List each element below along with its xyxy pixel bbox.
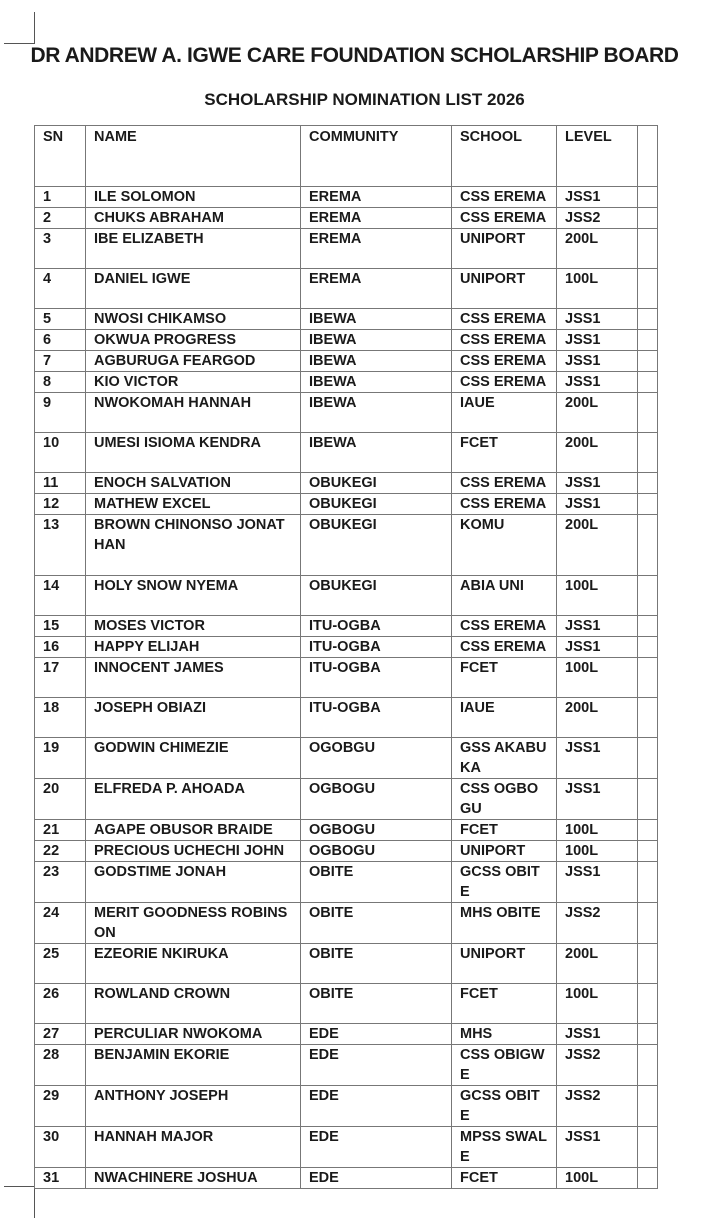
table-row (35, 576, 658, 616)
cell-school: UNIPORT (452, 229, 557, 269)
cell-school: FCET (452, 433, 557, 473)
cell-sn: 14 (35, 576, 86, 616)
cell-sn: 7 (35, 351, 86, 372)
cell-school: CSS EREMA (452, 208, 557, 229)
table-row (35, 515, 658, 576)
cell-community: IBEWA (301, 351, 452, 372)
table-row (35, 658, 658, 698)
nomination-table (34, 125, 658, 1189)
cell-school: UNIPORT (452, 269, 557, 309)
cell-name: JOSEPH OBIAZI (86, 698, 301, 738)
cell-community: IBEWA (301, 393, 452, 433)
cell-blank (638, 208, 658, 229)
cell-community: EDE (301, 1086, 452, 1127)
cell-name: PRECIOUS UCHECHI JOHN (86, 841, 301, 862)
cell-sn: 4 (35, 269, 86, 309)
cell-level: 100L (557, 820, 638, 841)
cell-blank (638, 433, 658, 473)
column-header-school: SCHOOL (452, 126, 557, 187)
cell-community: IBEWA (301, 433, 452, 473)
cell-sn: 3 (35, 229, 86, 269)
cell-level: 200L (557, 433, 638, 473)
cell-community: OGBOGU (301, 779, 452, 820)
cell-community: OBUKEGI (301, 576, 452, 616)
cell-school: UNIPORT (452, 944, 557, 984)
cell-blank (638, 779, 658, 820)
cell-name: NWOSI CHIKAMSO (86, 309, 301, 330)
cell-blank (638, 1086, 658, 1127)
cell-name: EZEORIE NKIRUKA (86, 944, 301, 984)
cell-blank (638, 944, 658, 984)
cell-sn: 22 (35, 841, 86, 862)
cell-blank (638, 473, 658, 494)
cell-community: OBUKEGI (301, 515, 452, 576)
cell-blank (638, 984, 658, 1024)
cell-level: 200L (557, 229, 638, 269)
cell-level: JSS1 (557, 309, 638, 330)
table-row (35, 269, 658, 309)
table-row (35, 779, 658, 820)
cell-level: JSS1 (557, 372, 638, 393)
column-header-name: NAME (86, 126, 301, 187)
cell-school: CSS EREMA (452, 494, 557, 515)
cell-school: GCSS OBITE (452, 862, 557, 903)
cell-level: 100L (557, 658, 638, 698)
cell-community: IBEWA (301, 330, 452, 351)
cell-level: JSS1 (557, 637, 638, 658)
cell-blank (638, 309, 658, 330)
cell-blank (638, 738, 658, 779)
cell-level: 100L (557, 984, 638, 1024)
cell-sn: 12 (35, 494, 86, 515)
cell-school: CSS EREMA (452, 616, 557, 637)
table-row (35, 330, 658, 351)
cell-name: DANIEL IGWE (86, 269, 301, 309)
cell-sn: 24 (35, 903, 86, 944)
table-row (35, 351, 658, 372)
cell-name: UMESI ISIOMA KENDRA (86, 433, 301, 473)
cell-level: 100L (557, 576, 638, 616)
cell-community: OBITE (301, 903, 452, 944)
cell-school: CSS EREMA (452, 351, 557, 372)
table-row (35, 1045, 658, 1086)
cell-sn: 6 (35, 330, 86, 351)
cell-sn: 20 (35, 779, 86, 820)
cell-name: HANNAH MAJOR (86, 1127, 301, 1168)
column-header-community: COMMUNITY (301, 126, 452, 187)
cell-school: CSS EREMA (452, 637, 557, 658)
cell-level: JSS1 (557, 494, 638, 515)
cell-level: JSS1 (557, 862, 638, 903)
cell-community: ITU-OGBA (301, 616, 452, 637)
cell-level: JSS1 (557, 351, 638, 372)
cell-school: FCET (452, 984, 557, 1024)
cell-school: CSS EREMA (452, 473, 557, 494)
cell-blank (638, 862, 658, 903)
table-row (35, 616, 658, 637)
cell-level: 100L (557, 841, 638, 862)
cell-school: CSS EREMA (452, 330, 557, 351)
cell-blank (638, 1168, 658, 1189)
cell-name: BROWN CHINONSO JONATHAN (86, 515, 301, 576)
document-title: DR ANDREW A. IGWE CARE FOUNDATION SCHOLARSHIP BOARD (30, 44, 679, 67)
cell-blank (638, 393, 658, 433)
cell-level: JSS2 (557, 208, 638, 229)
cell-blank (638, 841, 658, 862)
cell-community: OBUKEGI (301, 494, 452, 515)
cell-level: JSS1 (557, 738, 638, 779)
cell-level: JSS1 (557, 1024, 638, 1045)
table-row (35, 738, 658, 779)
cell-level: JSS1 (557, 1127, 638, 1168)
cell-school: MPSS SWALE (452, 1127, 557, 1168)
cell-level: 200L (557, 393, 638, 433)
cell-sn: 5 (35, 309, 86, 330)
document-subtitle: SCHOLARSHIP NOMINATION LIST 2026 (204, 90, 525, 109)
column-header-sn: SN (35, 126, 86, 187)
cell-community: OGBOGU (301, 820, 452, 841)
cell-name: CHUKS ABRAHAM (86, 208, 301, 229)
cell-community: EREMA (301, 269, 452, 309)
cell-school: CSS OBIGWE (452, 1045, 557, 1086)
cell-community: OBUKEGI (301, 473, 452, 494)
table-row (35, 944, 658, 984)
cell-blank (638, 903, 658, 944)
cell-community: OGOBGU (301, 738, 452, 779)
table-row (35, 229, 658, 269)
cell-sn: 1 (35, 187, 86, 208)
cell-sn: 31 (35, 1168, 86, 1189)
cell-community: OBITE (301, 862, 452, 903)
table-row (35, 1086, 658, 1127)
table-row (35, 393, 658, 433)
cell-level: JSS2 (557, 1086, 638, 1127)
cell-name: MERIT GOODNESS ROBINSON (86, 903, 301, 944)
cell-community: EREMA (301, 187, 452, 208)
cell-blank (638, 1024, 658, 1045)
cell-level: 100L (557, 1168, 638, 1189)
cell-name: INNOCENT JAMES (86, 658, 301, 698)
cell-community: IBEWA (301, 309, 452, 330)
cell-community: ITU-OGBA (301, 637, 452, 658)
cell-blank (638, 229, 658, 269)
cell-community: ITU-OGBA (301, 698, 452, 738)
cell-sn: 9 (35, 393, 86, 433)
cell-school: CSS OGBOGU (452, 779, 557, 820)
table-row (35, 473, 658, 494)
cell-sn: 28 (35, 1045, 86, 1086)
cell-name: GODWIN CHIMEZIE (86, 738, 301, 779)
cell-level: JSS1 (557, 616, 638, 637)
cell-school: UNIPORT (452, 841, 557, 862)
table-row (35, 309, 658, 330)
table-row (35, 494, 658, 515)
cell-school: GCSS OBITE (452, 1086, 557, 1127)
cell-blank (638, 820, 658, 841)
cell-sn: 23 (35, 862, 86, 903)
table-row (35, 1024, 658, 1045)
cell-blank (638, 576, 658, 616)
cell-level: JSS1 (557, 187, 638, 208)
table-row (35, 698, 658, 738)
cell-school: MHS (452, 1024, 557, 1045)
cell-name: AGBURUGA FEARGOD (86, 351, 301, 372)
cell-sn: 13 (35, 515, 86, 576)
cell-name: ROWLAND CROWN (86, 984, 301, 1024)
cell-sn: 29 (35, 1086, 86, 1127)
cell-community: OBITE (301, 984, 452, 1024)
cell-community: EDE (301, 1045, 452, 1086)
cell-sn: 18 (35, 698, 86, 738)
cell-school: IAUE (452, 698, 557, 738)
cell-level: JSS1 (557, 473, 638, 494)
cell-school: IAUE (452, 393, 557, 433)
cell-community: OBITE (301, 944, 452, 984)
cell-name: AGAPE OBUSOR BRAIDE (86, 820, 301, 841)
cell-sn: 25 (35, 944, 86, 984)
cell-sn: 16 (35, 637, 86, 658)
table-header-row (35, 126, 658, 187)
cell-name: NWACHINERE JOSHUA (86, 1168, 301, 1189)
cell-name: ANTHONY JOSEPH (86, 1086, 301, 1127)
table-row (35, 1127, 658, 1168)
cell-sn: 21 (35, 820, 86, 841)
cell-name: ELFREDA P. AHOADA (86, 779, 301, 820)
cell-blank (638, 698, 658, 738)
cell-school: KOMU (452, 515, 557, 576)
cell-level: 200L (557, 698, 638, 738)
cell-level: 200L (557, 515, 638, 576)
cell-blank (638, 658, 658, 698)
cell-community: OGBOGU (301, 841, 452, 862)
cell-sn: 2 (35, 208, 86, 229)
cell-community: IBEWA (301, 372, 452, 393)
cell-sn: 26 (35, 984, 86, 1024)
cell-level: JSS2 (557, 903, 638, 944)
cell-level: JSS1 (557, 330, 638, 351)
table-row (35, 984, 658, 1024)
column-header-level: LEVEL (557, 126, 638, 187)
table-row (35, 1168, 658, 1189)
table-row (35, 433, 658, 473)
cell-name: OKWUA PROGRESS (86, 330, 301, 351)
cell-school: GSS AKABUKA (452, 738, 557, 779)
cell-level: JSS2 (557, 1045, 638, 1086)
table-row (35, 372, 658, 393)
cell-name: IBE ELIZABETH (86, 229, 301, 269)
cell-blank (638, 637, 658, 658)
cell-community: EREMA (301, 229, 452, 269)
table-row (35, 208, 658, 229)
cell-school: FCET (452, 820, 557, 841)
cell-school: CSS EREMA (452, 372, 557, 393)
cell-school: MHS OBITE (452, 903, 557, 944)
cell-sn: 19 (35, 738, 86, 779)
cell-sn: 10 (35, 433, 86, 473)
cell-blank (638, 351, 658, 372)
cell-blank (638, 330, 658, 351)
cell-blank (638, 187, 658, 208)
cell-name: GODSTIME JONAH (86, 862, 301, 903)
cell-name: PERCULIAR NWOKOMA (86, 1024, 301, 1045)
cell-level: JSS1 (557, 779, 638, 820)
cell-community: EREMA (301, 208, 452, 229)
cell-school: ABIA UNI (452, 576, 557, 616)
table-row (35, 862, 658, 903)
cell-blank (638, 1127, 658, 1168)
table-row (35, 841, 658, 862)
cell-name: NWOKOMAH HANNAH (86, 393, 301, 433)
cell-sn: 17 (35, 658, 86, 698)
cell-name: MATHEW EXCEL (86, 494, 301, 515)
table-row (35, 903, 658, 944)
cell-name: BENJAMIN EKORIE (86, 1045, 301, 1086)
cell-level: 100L (557, 269, 638, 309)
table-row (35, 637, 658, 658)
column-header-blank (638, 126, 658, 187)
cell-sn: 15 (35, 616, 86, 637)
cell-name: ILE SOLOMON (86, 187, 301, 208)
cell-school: CSS EREMA (452, 309, 557, 330)
cell-level: 200L (557, 944, 638, 984)
cell-name: HOLY SNOW NYEMA (86, 576, 301, 616)
cell-school: FCET (452, 1168, 557, 1189)
cell-name: HAPPY ELIJAH (86, 637, 301, 658)
cell-community: EDE (301, 1127, 452, 1168)
cell-school: CSS EREMA (452, 187, 557, 208)
cell-sn: 30 (35, 1127, 86, 1168)
cell-sn: 8 (35, 372, 86, 393)
table-row (35, 187, 658, 208)
cell-community: ITU-OGBA (301, 658, 452, 698)
crop-mark-bottom-horizontal (4, 1186, 35, 1187)
cell-blank (638, 372, 658, 393)
cell-blank (638, 616, 658, 637)
cell-community: EDE (301, 1168, 452, 1189)
cell-community: EDE (301, 1024, 452, 1045)
cell-blank (638, 515, 658, 576)
cell-sn: 27 (35, 1024, 86, 1045)
cell-sn: 11 (35, 473, 86, 494)
table-row (35, 820, 658, 841)
cell-blank (638, 269, 658, 309)
cell-name: KIO VICTOR (86, 372, 301, 393)
cell-school: FCET (452, 658, 557, 698)
cell-blank (638, 1045, 658, 1086)
crop-mark-top-vertical (34, 12, 35, 44)
cell-name: ENOCH SALVATION (86, 473, 301, 494)
crop-mark-bottom-vertical (34, 1186, 35, 1218)
cell-name: MOSES VICTOR (86, 616, 301, 637)
cell-blank (638, 494, 658, 515)
